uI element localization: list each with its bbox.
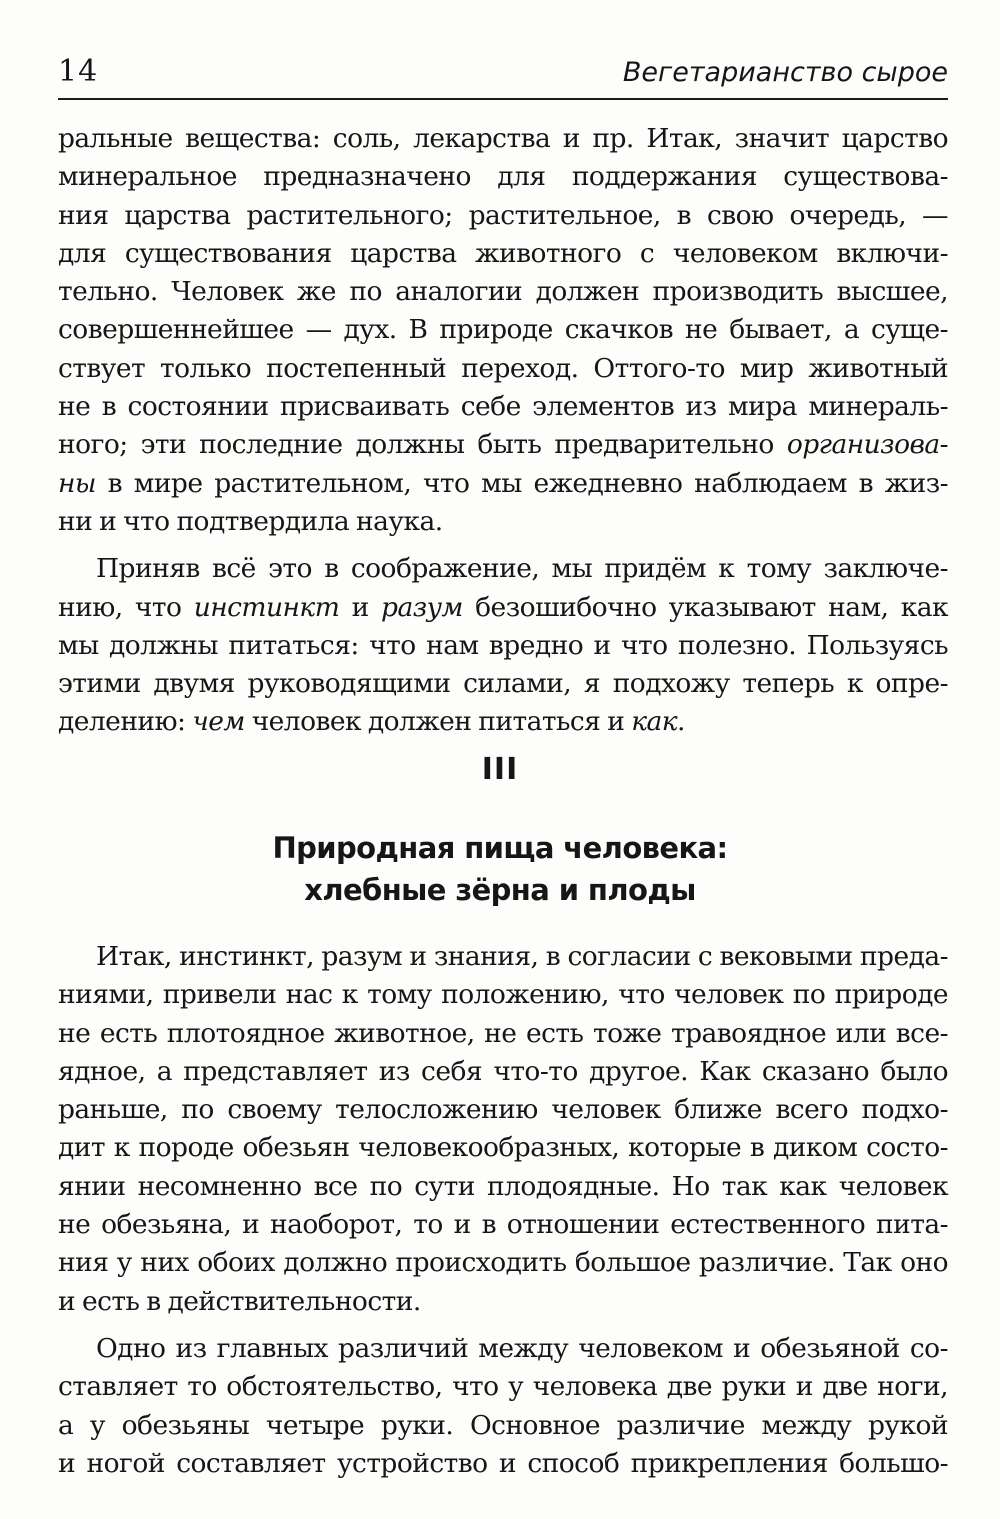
italic-term: организова- [786, 429, 948, 461]
text-run: безошибочно указывают нам, как [462, 591, 948, 623]
body-text-before-chapter [58, 120, 948, 751]
running-head [58, 52, 948, 100]
text-run: человек должен питаться и [244, 706, 632, 738]
text-line: совершеннейшее — дух. В природе скачков не бывает, а суще- [58, 314, 948, 346]
book-title: Вегетарианство сырое [622, 57, 948, 88]
text-line: не есть плотоядное животное, не есть тоже травоядное или все- [58, 1017, 948, 1049]
chapter-number: III [481, 752, 519, 787]
text-line: не в состоянии присваивать себе элементов из мира минераль- [58, 391, 948, 423]
text-line: дит к породе обезьян человекообразных, которые в диком состо- [58, 1132, 948, 1164]
text-line: янии несомненно все по сути плодоядные. Но так как человек [58, 1170, 948, 1202]
text-line: ния у них обоих должно происходить большое различие. Так оно [58, 1247, 948, 1279]
text-line: мы должны питаться: что нам вредно и что полезно. Пользуясь [58, 629, 948, 661]
text-run: . [677, 706, 685, 738]
text-line [58, 703, 948, 741]
italic-term: ны [58, 467, 96, 499]
italic-term: инстинкт [193, 591, 340, 623]
text-line: а у обезьяны четыре руки. Основное различие между рукой [58, 1409, 948, 1441]
text-line: ральные вещества: соль, лекарства и пр. Итак, значит царство [58, 123, 948, 154]
chapter-title [0, 827, 1000, 911]
header-rule [58, 98, 948, 100]
text-line: тельно. Человек же по аналогии должен производить высшее, [58, 276, 948, 308]
paragraph [58, 938, 948, 1321]
text-line: Приняв всё это в соображение, мы придём к тому заключе- [96, 553, 948, 585]
text-line: и есть в действительности. [58, 1285, 421, 1317]
text-run: ного; эти последние должны быть предварительно [58, 429, 787, 461]
chapter-title-line: Природная пища человека: [272, 831, 728, 865]
page-number: 14 [58, 54, 99, 89]
body-text-after-chapter [58, 938, 948, 1492]
text-line [58, 589, 948, 627]
text-run: и [339, 591, 382, 623]
text-line: ниями, привели нас к тому положению, что человек по природе [58, 979, 948, 1011]
text-line [58, 426, 948, 464]
paragraph [58, 550, 948, 741]
text-line: для существования царства животного с человеком включи- [58, 237, 948, 269]
italic-term: разум [381, 591, 463, 623]
chapter-title-line: хлебные зёрна и плоды [304, 873, 696, 907]
text-line: и ногой составляет устройство и способ прикрепления большо- [58, 1447, 948, 1479]
text-run: делению: [58, 706, 193, 738]
paragraph [58, 120, 948, 541]
text-line: не обезьяна, и наоборот, то и в отношении естественного пита- [58, 1209, 948, 1241]
text-line: ни и что подтвердила наука. [58, 505, 443, 537]
italic-term: как [631, 706, 677, 738]
text-line [58, 465, 948, 503]
text-line: ядное, а представляет из себя что-то другое. Как сказано было [58, 1055, 948, 1087]
text-line: минеральное предназначено для поддержания существова- [58, 161, 948, 193]
text-line: этими двумя руководящими силами, я подхожу теперь к опре- [58, 668, 948, 700]
italic-term: чем [192, 706, 245, 738]
text-line: ния царства растительного; растительное, в свою очередь, — [58, 199, 948, 231]
text-run: нию, что [58, 591, 194, 623]
text-line: ствует только постепенный переход. Оттого-то мир животный [58, 352, 948, 384]
text-line: ставляет то обстоятельство, что у человека две руки и две ноги, [58, 1371, 948, 1403]
paragraph [58, 1330, 948, 1483]
text-line: Итак, инстинкт, разум и знания, в согласии с вековыми преда- [96, 941, 948, 972]
text-line: Одно из главных различий между человеком и обезьяной со- [96, 1332, 948, 1364]
text-run: в мире растительном, что мы ежедневно наблюдаем в жиз- [95, 467, 948, 499]
text-line: раньше, по своему телосложению человек ближе всего подхо- [58, 1094, 948, 1126]
